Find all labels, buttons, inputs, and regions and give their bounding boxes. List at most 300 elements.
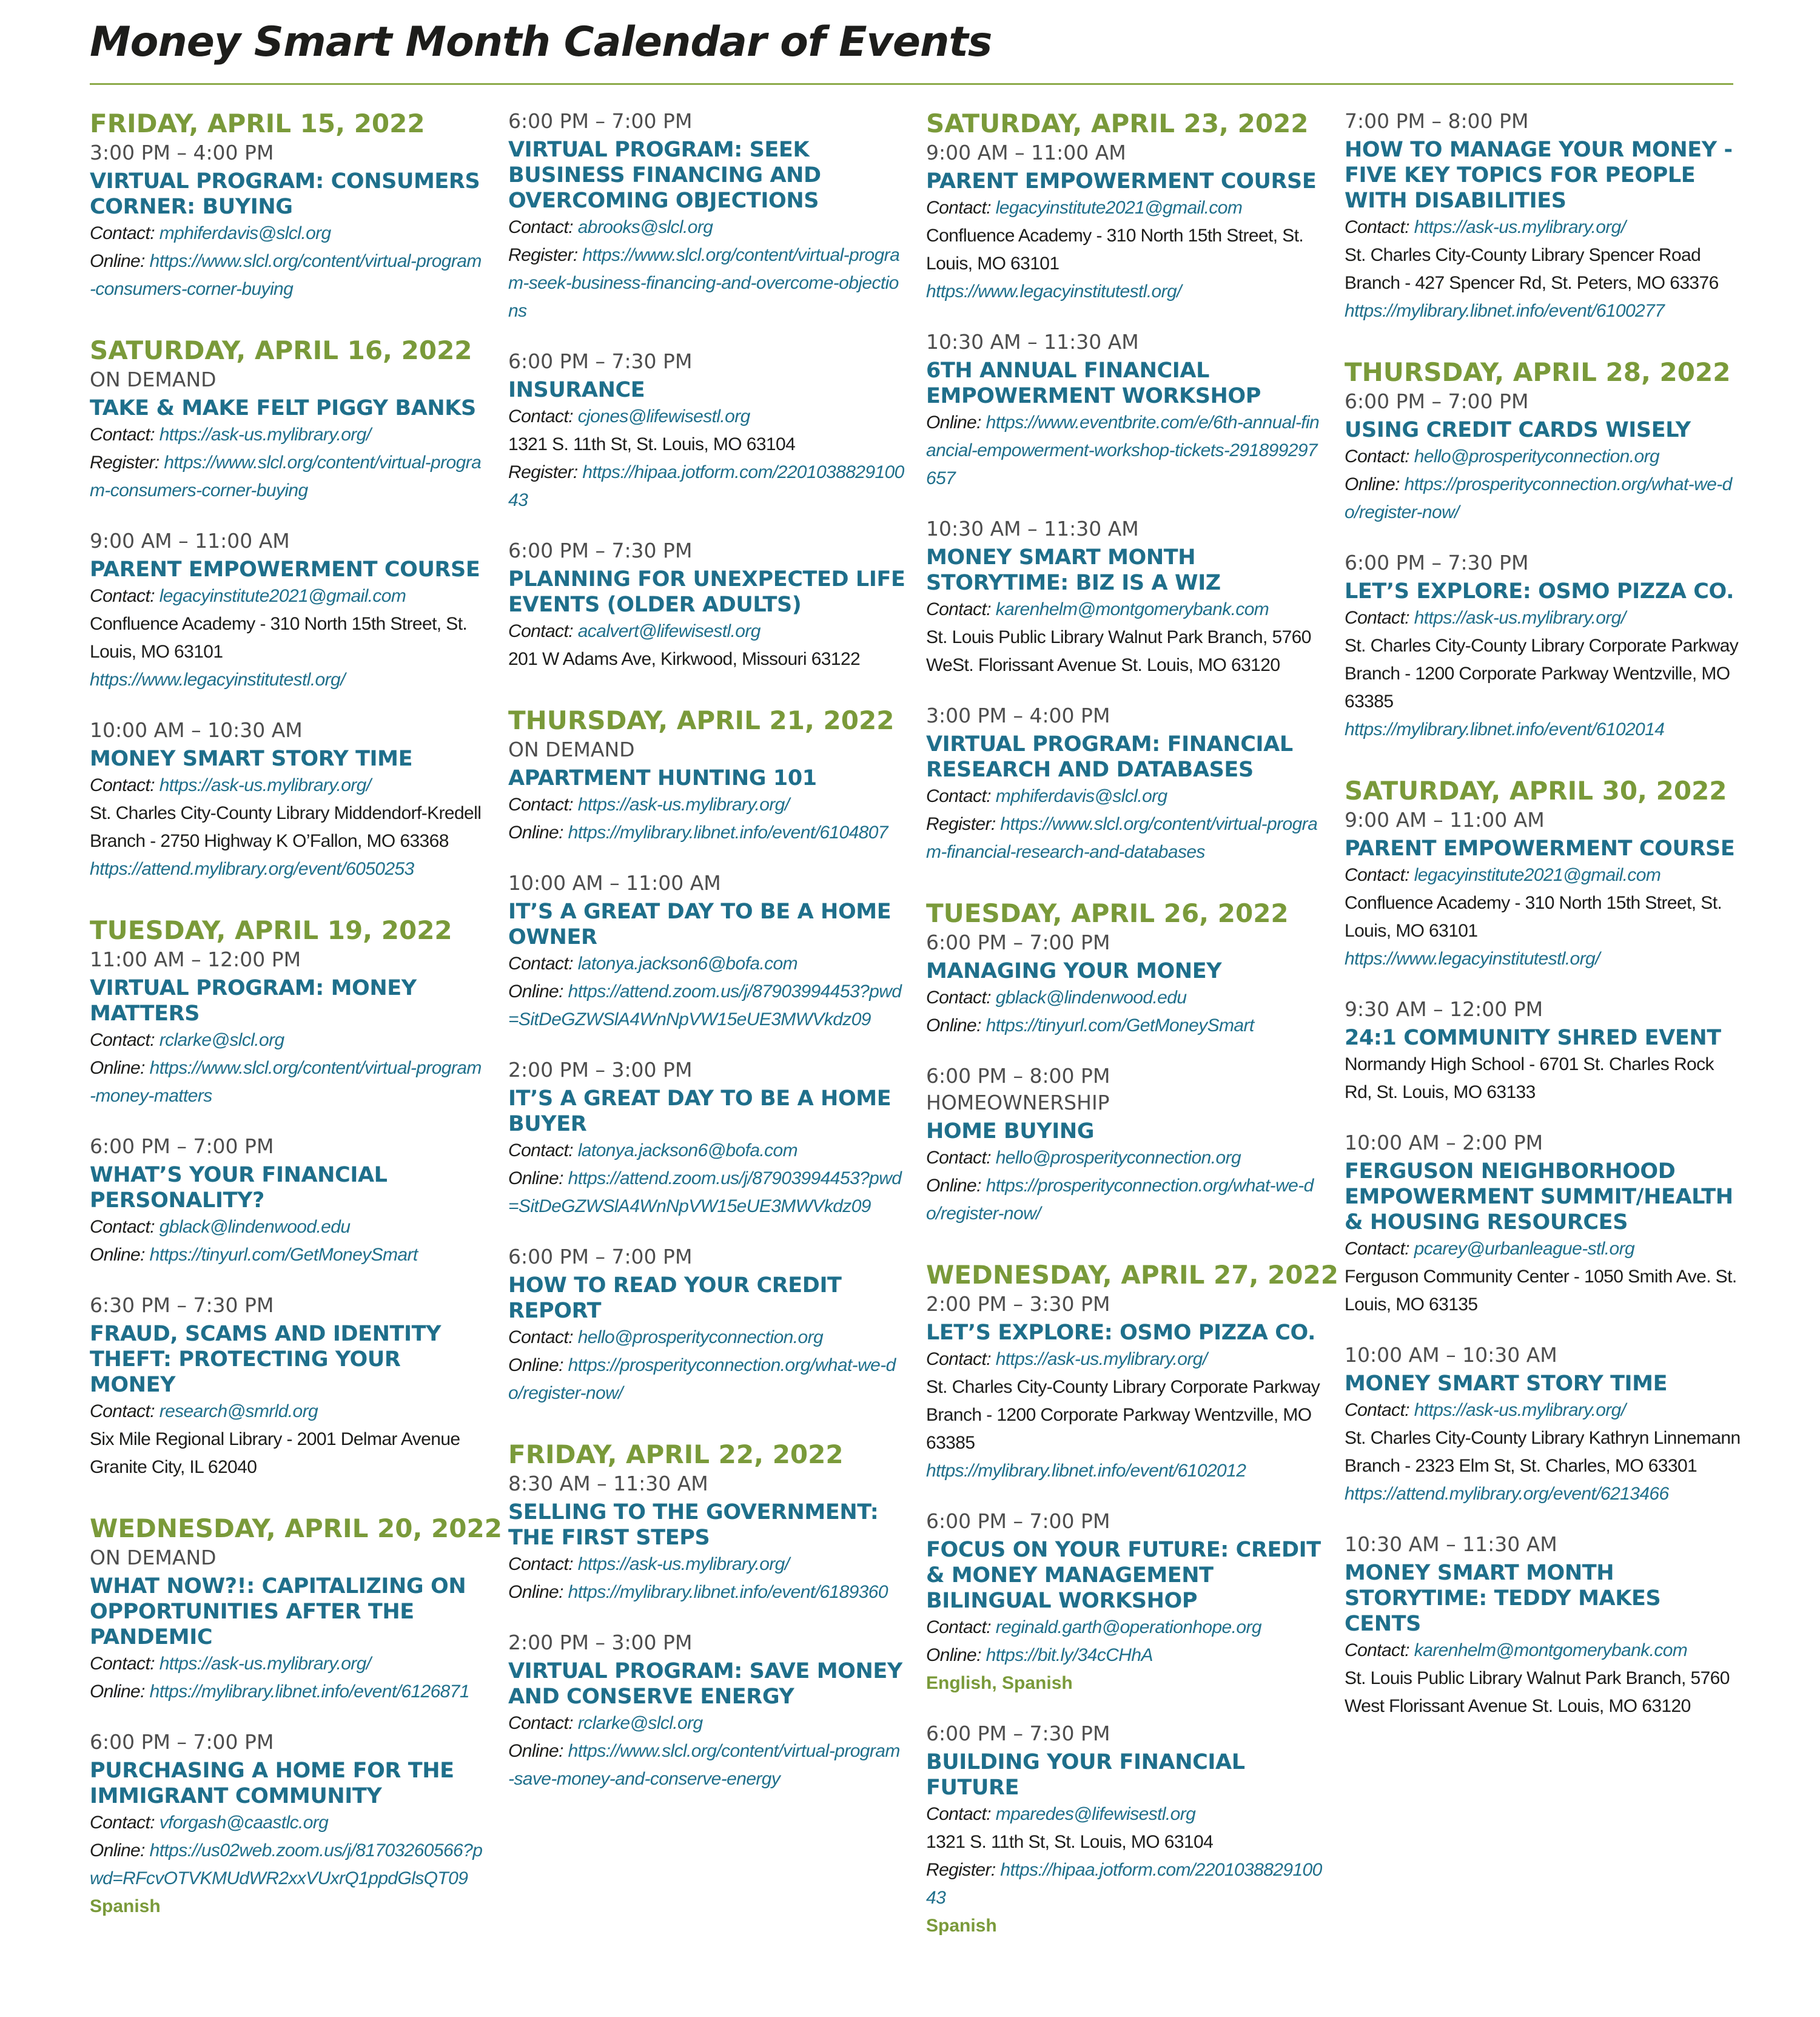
event-detail-line — [508, 819, 905, 847]
event-location: St. Louis Public Library Walnut Park Branch, 5760 West Florissant Avenue St. Louis, MO 63120 — [1345, 1668, 1730, 1716]
event-time: 6:00 PM – 7:00 PM — [508, 109, 693, 133]
event-title: HOW TO READ YOUR CREDIT REPORT — [508, 1273, 842, 1323]
event-entry — [508, 1244, 905, 1407]
event-link[interactable]: legacyinstitute2021@gmail.com — [1414, 865, 1661, 885]
day-heading: WEDNESDAY, APRIL 20, 2022 — [90, 1514, 502, 1543]
event-detail-line — [1345, 1396, 1742, 1424]
detail-label: Contact: — [926, 1349, 991, 1369]
detail-label: Contact: — [90, 223, 155, 243]
detail-label: Contact: — [90, 1401, 155, 1421]
event-detail-line — [926, 1856, 1323, 1912]
event-detail-line — [508, 241, 905, 325]
event-detail-line — [1345, 1051, 1742, 1106]
detail-label: Contact: — [508, 795, 573, 815]
event-entry — [508, 1057, 905, 1221]
event-entry — [90, 1729, 487, 1921]
event-language: English, Spanish — [926, 1673, 1073, 1693]
event-entry — [508, 736, 905, 847]
event-title: MONEY SMART MONTH STORYTIME: TEDDY MAKES CENTS — [1345, 1561, 1661, 1636]
event-time: ON DEMAND — [90, 1546, 217, 1569]
event-time: 6:00 PM – 7:30 PM — [508, 539, 693, 562]
day-heading: SATURDAY, APRIL 16, 2022 — [90, 335, 472, 365]
day-heading: TUESDAY, APRIL 19, 2022 — [90, 915, 452, 945]
event-detail-line — [1345, 297, 1742, 325]
event-time: 3:00 PM – 4:00 PM — [926, 704, 1110, 727]
event-time: 9:00 AM – 11:00 AM — [926, 141, 1126, 164]
event-language: Spanish — [926, 1916, 997, 1936]
event-title: HOME BUYING — [926, 1119, 1095, 1143]
event-location: Confluence Academy - 310 North 15th Street, St. Louis, MO 63101 — [926, 226, 1304, 274]
event-link[interactable]: https://attend.zoom.us/j/87903994453?pwd=SitDeGZWSlA4WnNpVW15eUE3MWVkdz09 — [508, 1168, 902, 1216]
event-entry — [508, 1629, 905, 1793]
event-link[interactable]: https://ask-us.mylibrary.org/ — [1414, 608, 1626, 628]
event-link[interactable]: https://prosperityconnection.org/what-we-do/register-now/ — [926, 1176, 1314, 1224]
event-detail-line — [926, 596, 1323, 624]
event-entry — [90, 717, 487, 883]
day-heading: TUESDAY, APRIL 26, 2022 — [926, 898, 1289, 928]
event-link[interactable]: https://mylibrary.libnet.info/event/6100277 — [1345, 301, 1665, 321]
event-title: PLANNING FOR UNEXPECTED LIFE EVENTS (OLDER ADULTS) — [508, 567, 905, 617]
event-detail-line — [926, 783, 1323, 810]
event-detail-line — [1345, 889, 1742, 945]
event-link[interactable]: https://ask-us.mylibrary.org/ — [1414, 1400, 1626, 1420]
event-time: 6:00 PM – 7:30 PM — [508, 349, 693, 373]
event-entry — [1345, 996, 1742, 1106]
event-link[interactable]: https://www.slcl.org/content/virtual-program-consumers-corner-buying — [90, 453, 482, 500]
detail-label: Online: — [90, 1682, 145, 1702]
event-entry — [90, 1133, 487, 1269]
event-time: 8:30 AM – 11:30 AM — [508, 1472, 708, 1495]
event-entry — [508, 1470, 905, 1606]
event-time: 6:00 PM – 7:00 PM — [90, 1730, 274, 1754]
detail-label: Contact: — [1345, 865, 1409, 885]
detail-label: Contact: — [926, 1804, 991, 1824]
calendar-column-2 — [508, 108, 905, 1816]
detail-label: Contact: — [90, 775, 155, 795]
event-link[interactable]: https://prosperityconnection.org/what-we-do/register-now/ — [1345, 474, 1732, 522]
detail-label: Contact: — [508, 1327, 573, 1347]
day-heading: THURSDAY, APRIL 28, 2022 — [1345, 357, 1731, 387]
event-entry — [1345, 108, 1742, 325]
detail-label: Contact: — [926, 786, 991, 806]
event-detail-line — [926, 409, 1323, 493]
event-detail-line — [508, 791, 905, 819]
event-detail-line — [1345, 1235, 1742, 1263]
event-detail-line — [508, 1737, 905, 1793]
event-detail-line — [508, 618, 905, 645]
event-location: St. Charles City-County Library Middendorf-Kredell Branch - 2750 Highway K O’Fallon, MO 63368 — [90, 803, 482, 851]
event-title: WHAT’S YOUR FINANCIAL PERSONALITY? — [90, 1163, 388, 1213]
event-link[interactable]: https://ask-us.mylibrary.org/ — [995, 1349, 1207, 1369]
event-detail-line — [90, 772, 487, 800]
detail-label: Contact: — [508, 954, 573, 974]
event-time: 6:00 PM – 7:00 PM — [1345, 389, 1529, 413]
detail-label: Online: — [508, 982, 563, 1002]
event-detail-line — [508, 1551, 905, 1578]
event-entry — [508, 537, 905, 673]
event-link[interactable]: https://www.slcl.org/content/virtual-program-save-money-and-conserve-energy — [508, 1741, 900, 1789]
event-detail-line — [926, 1012, 1323, 1040]
event-title: MANAGING YOUR MONEY — [926, 959, 1222, 983]
event-detail-line — [926, 1172, 1323, 1228]
event-title: LET’S EXPLORE: OSMO PIZZA CO. — [1345, 579, 1734, 604]
event-link[interactable]: https://www.eventbrite.com/e/6th-annual-financial-empowerment-workshop-tickets-291899297657 — [926, 412, 1320, 488]
event-link[interactable]: https://mylibrary.libnet.info/event/6102014 — [1345, 719, 1665, 739]
event-title: TAKE & MAKE FELT PIGGY BANKS — [90, 396, 476, 420]
event-detail-line — [508, 1709, 905, 1737]
event-time: 10:00 AM – 10:30 AM — [90, 718, 303, 742]
event-entry — [926, 1291, 1323, 1485]
event-detail-line — [1345, 241, 1742, 297]
event-title: LET’S EXPLORE: OSMO PIZZA CO. — [926, 1321, 1315, 1345]
event-detail-line — [90, 1809, 487, 1837]
event-detail-line — [508, 1137, 905, 1165]
event-entry — [508, 348, 905, 514]
event-detail-line — [926, 1642, 1323, 1669]
detail-label: Register: — [926, 1860, 996, 1880]
detail-label: Contact: — [90, 1030, 155, 1050]
event-detail-line — [90, 666, 487, 694]
event-entry — [926, 1063, 1323, 1228]
event-time: 6:00 PM – 7:00 PM — [90, 1134, 274, 1158]
event-link[interactable]: https://prosperityconnection.org/what-we-do/register-now/ — [508, 1355, 896, 1403]
event-entry — [90, 528, 487, 694]
event-time: 2:00 PM – 3:30 PM — [926, 1292, 1110, 1316]
event-detail-line — [90, 1650, 487, 1678]
event-time: 6:00 PM – 7:30 PM — [926, 1722, 1110, 1745]
event-location: 1321 S. 11th St, St. Louis, MO 63104 — [508, 434, 796, 454]
event-link[interactable]: https://tinyurl.com/GetMoneySmart — [986, 1015, 1254, 1035]
event-link[interactable]: https://hipaa.jotform.com/220103882910043 — [508, 462, 904, 510]
event-detail-line — [926, 1828, 1323, 1856]
event-entry — [926, 702, 1323, 866]
event-link[interactable]: https://www.legacyinstitutestl.org/ — [90, 670, 345, 690]
detail-label: Register: — [508, 245, 578, 265]
event-detail-line — [508, 645, 905, 673]
event-link[interactable]: latonya.jackson6@bofa.com — [577, 1140, 798, 1160]
event-link[interactable]: cjones@lifewisestl.org — [577, 406, 750, 426]
event-detail-line — [508, 214, 905, 241]
detail-label: Contact: — [1345, 1239, 1409, 1259]
detail-label: Contact: — [508, 1713, 573, 1733]
event-link[interactable]: https://www.slcl.org/content/virtual-program-financial-research-and-databases — [926, 814, 1318, 862]
event-detail-line — [1345, 716, 1742, 744]
event-title: SELLING TO THE GOVERNMENT: THE FIRST STEPS — [508, 1500, 879, 1550]
event-link[interactable]: https://hipaa.jotform.com/220103882910043 — [926, 1860, 1322, 1908]
event-detail-line — [1345, 1263, 1742, 1319]
event-location: Ferguson Community Center - 1050 Smith Ave. St. Louis, MO 63135 — [1345, 1267, 1737, 1315]
event-time: 6:00 PM – 7:00 PM — [926, 931, 1110, 954]
day-heading: SATURDAY, APRIL 23, 2022 — [926, 109, 1309, 138]
event-link[interactable]: https://www.legacyinstitutestl.org/ — [926, 281, 1181, 301]
event-time: 9:00 AM – 11:00 AM — [1345, 808, 1545, 832]
event-detail-line — [90, 855, 487, 883]
detail-label: Contact: — [90, 1813, 155, 1833]
event-title: VIRTUAL PROGRAM: CONSUMERS CORNER: BUYING — [90, 169, 480, 219]
event-link[interactable]: research@smrld.org — [159, 1401, 318, 1421]
event-entry — [90, 366, 487, 505]
event-entry — [508, 870, 905, 1034]
event-detail-line — [926, 1373, 1323, 1457]
event-time: 10:00 AM – 10:30 AM — [1345, 1343, 1557, 1367]
event-link[interactable]: https://us02web.zoom.us/j/81703260566?pwd=RFcvOTVKMUdWR2xxVUxrQ1ppdGlsQT09 — [90, 1840, 483, 1888]
event-detail-line — [90, 1678, 487, 1706]
event-link[interactable]: hello@prosperityconnection.org — [1414, 446, 1660, 466]
event-location: St. Charles City-County Library Corporate Parkway Branch - 1200 Corporate Parkway Wentzville, MO 63385 — [1345, 636, 1739, 712]
event-link[interactable]: https://ask-us.mylibrary.org/ — [159, 425, 371, 445]
event-location: Normandy High School - 6701 St. Charles Rock Rd, St. Louis, MO 63133 — [1345, 1054, 1714, 1102]
detail-label: Contact: — [926, 1617, 991, 1637]
event-entry — [1345, 1342, 1742, 1508]
event-link[interactable]: pcarey@urbanleague-stl.org — [1414, 1239, 1635, 1259]
event-link[interactable]: vforgash@caastlc.org — [159, 1813, 329, 1833]
event-title: BUILDING YOUR FINANCIAL FUTURE — [926, 1750, 1245, 1800]
event-detail-line — [90, 1837, 487, 1893]
day-heading: WEDNESDAY, APRIL 27, 2022 — [926, 1260, 1338, 1290]
event-title: USING CREDIT CARDS WISELY — [1345, 418, 1691, 442]
event-link[interactable]: karenhelm@montgomerybank.com — [1414, 1640, 1688, 1660]
event-link[interactable]: https://mylibrary.libnet.info/event/6189360 — [568, 1582, 888, 1602]
event-detail-line — [926, 1457, 1323, 1485]
event-entry — [90, 140, 487, 303]
detail-label: Contact: — [926, 1148, 991, 1168]
event-detail-line — [508, 1324, 905, 1352]
event-detail-line — [508, 1352, 905, 1407]
event-link[interactable]: https://ask-us.mylibrary.org/ — [577, 1554, 790, 1574]
event-title: VIRTUAL PROGRAM: MONEY MATTERS — [90, 976, 417, 1026]
event-detail-line — [508, 459, 905, 514]
event-detail-line — [90, 421, 487, 449]
detail-label: Contact: — [926, 599, 991, 619]
event-link[interactable]: acalvert@lifewisestl.org — [577, 621, 761, 641]
detail-label: Contact: — [1345, 1640, 1409, 1660]
event-detail-line — [926, 984, 1323, 1012]
event-time: 10:30 AM – 11:30 AM — [926, 330, 1139, 354]
event-title: 6TH ANNUAL FINANCIAL EMPOWERMENT WORKSHOP — [926, 359, 1261, 408]
event-time: ON DEMAND — [508, 738, 635, 761]
event-link[interactable]: gblack@lindenwood.edu — [995, 988, 1187, 1008]
event-detail-line — [1345, 1480, 1742, 1508]
detail-label: Online: — [90, 251, 145, 271]
day-heading: THURSDAY, APRIL 21, 2022 — [508, 705, 895, 735]
event-title: VIRTUAL PROGRAM: SAVE MONEY AND CONSERVE ENERGY — [508, 1659, 902, 1709]
calendar-column-4 — [1345, 108, 1742, 1743]
event-time: 10:00 AM – 2:00 PM — [1345, 1131, 1543, 1154]
event-link[interactable]: legacyinstitute2021@gmail.com — [159, 586, 406, 606]
event-link[interactable]: latonya.jackson6@bofa.com — [577, 954, 798, 974]
event-detail-line — [1345, 1637, 1742, 1665]
event-entry — [90, 946, 487, 1110]
detail-label: Contact: — [508, 1140, 573, 1160]
event-detail-line — [926, 222, 1323, 278]
event-link[interactable]: https://attend.mylibrary.org/event/6213466 — [1345, 1484, 1669, 1504]
detail-label: Online: — [508, 1168, 563, 1188]
calendar-column-3 — [926, 108, 1338, 1963]
event-time: 9:00 AM – 11:00 AM — [90, 529, 290, 553]
event-location: St. Charles City-County Library Kathryn Linnemann Branch - 2323 Elm St, St. Charles, MO 63301 — [1345, 1428, 1741, 1476]
event-detail-line — [90, 610, 487, 666]
event-detail-line — [90, 449, 487, 505]
event-time: 7:00 PM – 8:00 PM — [1345, 109, 1529, 133]
event-detail-line — [1345, 632, 1742, 716]
event-link[interactable]: abrooks@slcl.org — [577, 217, 713, 237]
event-link[interactable]: gblack@lindenwood.edu — [159, 1217, 351, 1237]
event-link[interactable]: https://www.legacyinstitutestl.org/ — [1345, 949, 1600, 969]
event-detail-line — [90, 1241, 487, 1269]
event-detail-line — [1345, 604, 1742, 632]
event-link[interactable]: hello@prosperityconnection.org — [577, 1327, 824, 1347]
event-link[interactable]: https://mylibrary.libnet.info/event/6126871 — [149, 1682, 469, 1702]
event-location: St. Charles City-County Library Corporate Parkway Branch - 1200 Corporate Parkway Wentzville, MO 63385 — [926, 1377, 1320, 1453]
event-detail-line — [90, 582, 487, 610]
detail-label: Contact: — [1345, 1400, 1409, 1420]
event-link[interactable]: hello@prosperityconnection.org — [995, 1148, 1241, 1168]
event-title: PARENT EMPOWERMENT COURSE — [1345, 837, 1735, 861]
day-heading: FRIDAY, APRIL 15, 2022 — [90, 109, 425, 138]
event-link[interactable]: mparedes@lifewisestl.org — [995, 1804, 1196, 1824]
title-divider — [90, 83, 1733, 85]
event-detail-line — [1345, 945, 1742, 973]
detail-label: Contact: — [1345, 217, 1409, 237]
event-location: 1321 S. 11th St, St. Louis, MO 63104 — [926, 1832, 1214, 1852]
event-time: 6:00 PM – 7:00 PM — [926, 1509, 1110, 1533]
detail-label: Register: — [508, 462, 578, 482]
event-detail-line — [926, 1345, 1323, 1373]
event-time: 2:00 PM – 3:00 PM — [508, 1058, 693, 1082]
calendar-column-1 — [90, 108, 502, 1944]
detail-label: Contact: — [508, 621, 573, 641]
detail-label: Contact: — [90, 1217, 155, 1237]
event-title: IT’S A GREAT DAY TO BE A HOME BUYER — [508, 1086, 892, 1136]
event-link[interactable]: https://ask-us.mylibrary.org/ — [159, 775, 371, 795]
event-location: St. Louis Public Library Walnut Park Branch, 5760 WeSt. Florissant Avenue St. Louis, MO 63120 — [926, 627, 1311, 675]
event-link[interactable]: https://www.slcl.org/content/virtual-program-consumers-corner-buying — [90, 251, 482, 299]
event-link[interactable]: https://mylibrary.libnet.info/event/6102012 — [926, 1461, 1246, 1481]
detail-label: Online: — [926, 1645, 981, 1665]
event-time: 6:30 PM – 7:30 PM — [90, 1293, 274, 1317]
detail-label: Contact: — [90, 425, 155, 445]
event-time: 6:00 PM – 8:00 PM — [926, 1064, 1110, 1088]
event-title: PARENT EMPOWERMENT COURSE — [926, 169, 1317, 194]
event-entry — [926, 140, 1323, 306]
event-detail-line — [90, 1026, 487, 1054]
event-link[interactable]: https://www.slcl.org/content/virtual-program-money-matters — [90, 1058, 482, 1106]
event-link[interactable]: reginald.garth@operationhope.org — [995, 1617, 1261, 1637]
event-entry — [90, 1292, 487, 1481]
detail-label: Contact: — [1345, 608, 1409, 628]
event-time: 2:00 PM – 3:00 PM — [508, 1631, 693, 1654]
event-title: FOCUS ON YOUR FUTURE: CREDIT & MONEY MANAGEMENT BILINGUAL WORKSHOP — [926, 1538, 1321, 1613]
event-detail-line — [1345, 214, 1742, 241]
event-title: FRAUD, SCAMS AND IDENTITY THEFT: PROTECTING YOUR MONEY — [90, 1322, 442, 1397]
event-link[interactable]: https://attend.mylibrary.org/event/6050253 — [90, 859, 414, 879]
event-detail-line — [90, 1398, 487, 1426]
event-title: VIRTUAL PROGRAM: SEEK BUSINESS FINANCING AND OVERCOMING OBJECTIONS — [508, 138, 821, 213]
detail-label: Online: — [90, 1058, 145, 1078]
event-location: Confluence Academy - 310 North 15th Street, St. Louis, MO 63101 — [1345, 893, 1722, 941]
event-detail-line — [926, 1614, 1323, 1642]
event-detail-line — [926, 278, 1323, 306]
event-location: 201 W Adams Ave, Kirkwood, Missouri 63122 — [508, 649, 861, 669]
event-link[interactable]: https://ask-us.mylibrary.org/ — [1414, 217, 1626, 237]
event-link[interactable]: https://bit.ly/34cCHhA — [986, 1645, 1153, 1665]
event-location: Confluence Academy - 310 North 15th Street, St. Louis, MO 63101 — [90, 614, 468, 662]
event-link[interactable]: mphiferdavis@slcl.org — [995, 786, 1167, 806]
event-link[interactable]: rclarke@slcl.org — [159, 1030, 284, 1050]
event-link[interactable]: https://ask-us.mylibrary.org/ — [577, 795, 790, 815]
detail-label: Online: — [1345, 474, 1400, 494]
event-title: PARENT EMPOWERMENT COURSE — [90, 557, 480, 582]
detail-label: Register: — [926, 814, 996, 834]
detail-label: Online: — [508, 1582, 563, 1602]
event-link[interactable]: https://tinyurl.com/GetMoneySmart — [149, 1245, 418, 1265]
event-link[interactable]: https://ask-us.mylibrary.org/ — [159, 1654, 371, 1674]
event-entry — [1345, 550, 1742, 744]
event-title: 24:1 COMMUNITY SHRED EVENT — [1345, 1026, 1721, 1050]
event-detail-line — [90, 1213, 487, 1241]
event-entry — [508, 108, 905, 325]
detail-label: Online: — [926, 1015, 981, 1035]
event-detail-line — [508, 1578, 905, 1606]
event-title: IT’S A GREAT DAY TO BE A HOME OWNER — [508, 900, 892, 949]
event-detail-line — [90, 1054, 487, 1110]
event-detail-line — [926, 1144, 1323, 1172]
detail-label: Online: — [508, 1741, 563, 1761]
event-title: WHAT NOW?!: CAPITALIZING ON OPPORTUNITIES AFTER THE PANDEMIC — [90, 1574, 466, 1649]
event-detail-line — [926, 1800, 1323, 1828]
event-link[interactable]: https://www.slcl.org/content/virtual-program-seek-business-financing-and-overcome-objections — [508, 245, 900, 321]
event-entry — [1345, 1130, 1742, 1319]
event-detail-line — [926, 624, 1323, 679]
detail-label: Online: — [90, 1245, 145, 1265]
event-detail-line — [508, 1165, 905, 1221]
event-title: INSURANCE — [508, 378, 645, 402]
event-detail-line — [90, 220, 487, 247]
event-language: Spanish — [90, 1896, 161, 1916]
event-detail-line — [90, 247, 487, 303]
page-title: Money Smart Month Calendar of Events — [90, 18, 992, 66]
detail-label: Online: — [926, 412, 981, 433]
event-time: ON DEMAND — [90, 368, 217, 391]
event-time: 6:00 PM – 7:00 PM — [508, 1245, 693, 1268]
event-link[interactable]: mphiferdavis@slcl.org — [159, 223, 331, 243]
event-detail-line — [508, 978, 905, 1034]
event-entry — [1345, 807, 1742, 973]
detail-label: Contact: — [508, 406, 573, 426]
event-entry — [926, 929, 1323, 1040]
event-link[interactable]: karenhelm@montgomerybank.com — [995, 599, 1269, 619]
detail-label: Contact: — [90, 586, 155, 606]
event-link[interactable]: rclarke@slcl.org — [577, 1713, 703, 1733]
detail-label: Contact: — [926, 988, 991, 1008]
event-title: MONEY SMART MONTH STORYTIME: BIZ IS A WIZ — [926, 545, 1221, 595]
event-entry — [926, 516, 1323, 679]
event-title: FERGUSON NEIGHBORHOOD EMPOWERMENT SUMMIT/HEALTH & HOUSING RESOURCES — [1345, 1159, 1733, 1234]
event-category: HOMEOWNERSHIP — [926, 1091, 1110, 1114]
event-link[interactable]: https://attend.zoom.us/j/87903994453?pwd=SitDeGZWSlA4WnNpVW15eUE3MWVkdz09 — [508, 982, 902, 1029]
event-location: St. Charles City-County Library Spencer Road Branch - 427 Spencer Rd, St. Peters, MO 63376 — [1345, 245, 1719, 293]
event-link[interactable]: https://mylibrary.libnet.info/event/6104807 — [568, 823, 888, 843]
event-time: 10:00 AM – 11:00 AM — [508, 871, 721, 895]
event-title: PURCHASING A HOME FOR THE IMMIGRANT COMMUNITY — [90, 1759, 454, 1808]
event-detail-line — [90, 1426, 487, 1481]
detail-label: Online: — [508, 823, 563, 843]
event-entry — [926, 329, 1323, 493]
detail-label: Online: — [926, 1176, 981, 1196]
event-link[interactable]: legacyinstitute2021@gmail.com — [995, 198, 1243, 218]
event-entry — [1345, 388, 1742, 527]
event-detail-line — [1345, 443, 1742, 471]
